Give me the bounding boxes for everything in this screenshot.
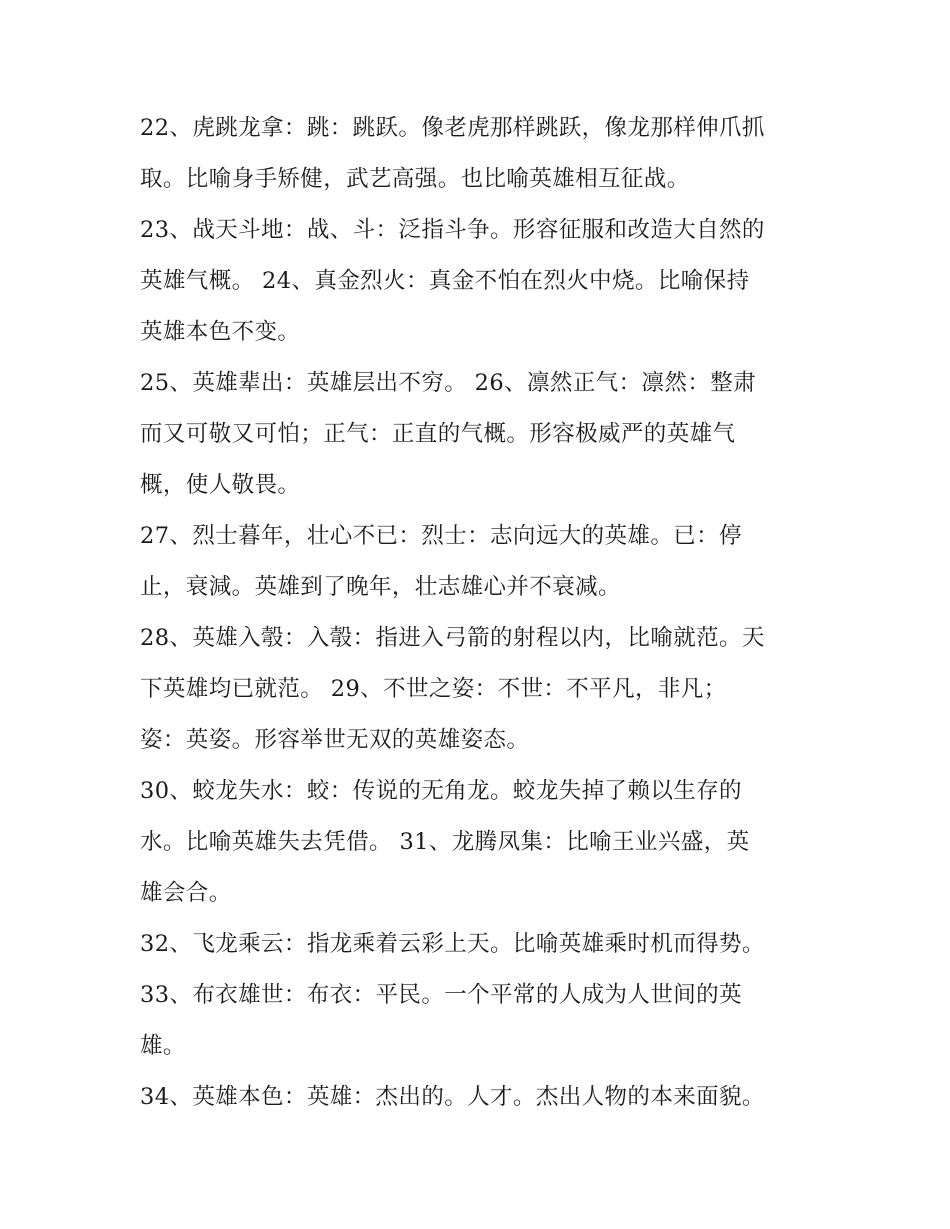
text-line-20: 34、英雄本色：英雄：杰出的。人才。杰出人物的本来面貌。 [140,1084,765,1110]
text-line-2: 取。比喻身手矫健，武艺高强。也比喻英雄相互征战。 [140,166,690,192]
text-line-15: 水。比喻英雄失去凭借。 31、龙腾凤集：比喻王业兴盛，英 [140,829,750,855]
text-line-8: 概，使人敬畏。 [140,472,301,498]
text-line-4: 英雄气概。 24、真金烈火：真金不怕在烈火中烧。比喻保持 [140,268,750,294]
text-line-5: 英雄本色不变。 [140,319,301,345]
text-line-16: 雄会合。 [140,880,232,906]
text-line-19: 雄。 [140,1033,186,1059]
text-body [140,103,830,1123]
text-line-11: 28、英雄入彀：入彀：指进入弓箭的射程以内，比喻就范。天 [140,625,765,651]
text-line-14: 30、蛟龙失水：蛟：传说的无角龙。蛟龙失掉了赖以生存的 [140,778,742,804]
text-line-17: 32、飞龙乘云：指龙乘着云彩上天。比喻英雄乘时机而得势。 [140,931,765,957]
text-line-13: 姿：英姿。形容举世无双的英雄姿态。 [140,727,530,753]
text-line-3: 23、战天斗地：战、斗：泛指斗争。形容征服和改造大自然的 [140,217,765,243]
text-line-18: 33、布衣雄世：布衣：平民。一个平常的人成为人世间的英 [140,982,742,1008]
text-line-12: 下英雄均已就范。 29、不世之姿：不世：不平凡，非凡； [140,676,727,702]
text-line-9: 27、烈士暮年，壮心不已：烈士：志向远大的英雄。已：停 [140,523,742,549]
text-line-10: 止，衰減。英雄到了晚年，壮志雄心并不衰减。 [140,574,621,600]
text-line-1: 22、虎跳龙拿：跳：跳跃。像老虎那样跳跃，像龙那样伸爪抓 [140,115,765,141]
text-line-6: 25、英雄辈出：英雄层出不穷。 26、凛然正气：凛然：整肃 [140,370,757,396]
text-line-7: 而又可敬又可怕；正气：正直的气概。形容极威严的英雄气 [140,421,736,447]
